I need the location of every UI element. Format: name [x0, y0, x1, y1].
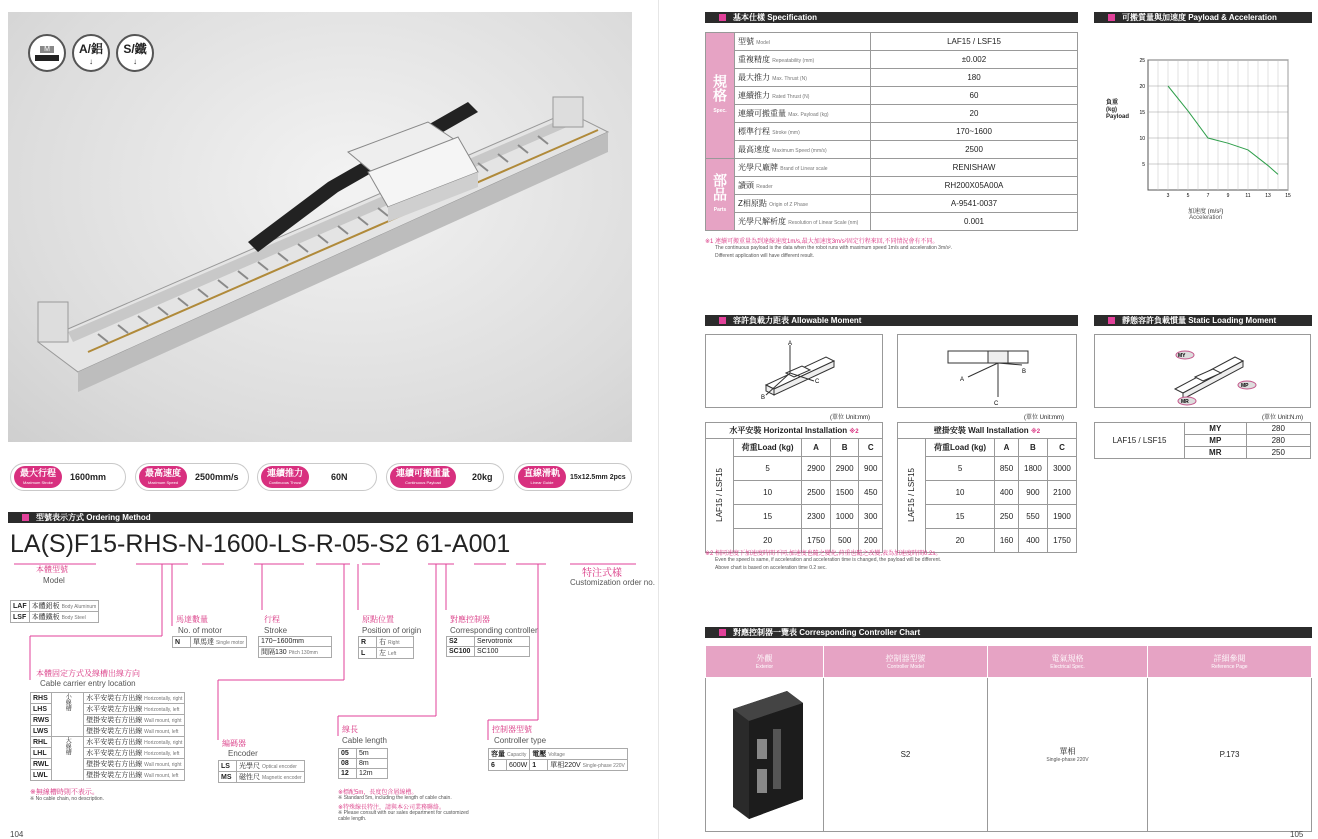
moment-unit: (單位 Unit:mm) [830, 415, 870, 421]
x-tick-label: 9 [1226, 193, 1230, 199]
table-row: 5 2900 2900 900 [706, 457, 883, 481]
x-tick-label: 5 [1186, 193, 1190, 199]
badge-payload: 連續可搬重量 Continuous Payload 20kg [386, 463, 504, 491]
controller-header: 對應控制器一覽表 Corresponding Controller Chart [705, 627, 1312, 638]
badge-thrust: 連續推力 Continuous Thrust 60N [257, 463, 377, 491]
y-tick-label: 15 [1139, 110, 1145, 116]
cable-sub: Cable carrier entry location [40, 679, 136, 688]
svg-text:B: B [761, 395, 766, 401]
motor-label: 馬達數量 [176, 615, 208, 624]
static-diagram [1094, 334, 1311, 408]
type-icons [28, 34, 154, 72]
table-row: LHS 水平安裝左方出線 Horizontally, left [31, 704, 185, 715]
encoder-label: 編碼器 [222, 739, 246, 748]
spec-note: Different application will have different result. [715, 253, 815, 259]
x-tick-label: 13 [1265, 193, 1271, 199]
svg-text:C: C [994, 401, 999, 407]
table-row: 20 1750 500 200 [706, 529, 883, 553]
moment-note: ※2 相同速度下加速度時間不同,加速度也隨之變化,荷重也隨之改變,表為加速度時間0.2s。 [705, 551, 942, 557]
table-row: 壁掛安裝 Wall Installation ※2 [898, 423, 1077, 439]
model-label: 本體型號 [36, 565, 68, 574]
ctrlmodel-sub: Controller type [494, 736, 547, 745]
svg-text:A: A [788, 341, 793, 347]
controller-table [705, 645, 1312, 832]
ctrl-label: 對應控制器 [450, 615, 490, 624]
motor-icon [28, 34, 66, 72]
cable-label: 本體固定方式及線槽出線方向 [36, 669, 140, 678]
cable-note: ※無線槽時則不表示。 [30, 789, 99, 796]
origin-label: 原點位置 [362, 615, 394, 624]
spec-table [705, 32, 1078, 231]
static-header: 靜態容許負載慣量 Static Loading Moment [1094, 315, 1312, 326]
moment-note: Even the speed is same, if acceleration and acceleration time is changed, the payload will be different. [715, 557, 942, 563]
payload-header: 可搬質量與加速度 Payload & Acceleration [1094, 12, 1312, 23]
svg-text:MP: MP [1241, 383, 1249, 389]
table-row: N 單馬達 Single motor [173, 637, 247, 648]
table-row: MS 磁性尺 Magnetic encoder [219, 772, 305, 783]
table-row: 05 5m [339, 749, 388, 759]
model-sub: Model [43, 576, 65, 585]
svg-text:A: A [960, 377, 965, 383]
moment-unit: (單位 Unit:mm) [1024, 415, 1064, 421]
stroke-sub: Stroke [264, 626, 288, 635]
page-number-right: 105 [1290, 830, 1304, 839]
table-row: 5 850 1800 3000 [898, 457, 1077, 481]
table-row: RHS 小線槽 水平安裝右方出線 Horizontally, right [31, 693, 185, 704]
origin-table [358, 636, 414, 659]
icon-label: M [40, 46, 54, 53]
x-tick-label: 3 [1166, 193, 1170, 199]
table-row: 規格 Spec. 型號 Model LAF15 / LSF15 [706, 33, 1078, 51]
table-row: LWS 壁掛安裝左方出線 Wall mount, left [31, 726, 185, 737]
table-row: 重複精度 Repeatability (mm) ±0.002 [706, 51, 1078, 69]
badge-value: 15x12.5mm 2pcs [570, 473, 626, 481]
wall-diagram [897, 334, 1077, 408]
badge-guide: 直線滑軌 Linear Guide 15x12.5mm 2pcs [514, 463, 632, 491]
x-tick-label: 7 [1206, 193, 1210, 199]
length-label: 線長 [342, 725, 358, 734]
table-row: 讀頭 Reader RH200X05A00A [706, 177, 1078, 195]
spec-note: ※1 連續可搬重量為到達線速度1m/s,最大加速度3m/s²固定行程來回,不同情況會有不同。 [705, 239, 939, 245]
payload-line-chart [1134, 56, 1294, 226]
svg-text:MY: MY [1178, 353, 1186, 359]
custom-sub: Customization order no. [570, 578, 655, 587]
ordering-code: LA(S)F15-RHS-N-1600-LS-R-05-S2 61-A001 [10, 530, 511, 558]
badge-stroke: 最大行程 Maximum Stroke 1600mm [10, 463, 126, 491]
aluminum-icon: A/鋁 ↓ [72, 34, 110, 72]
table-row: 10 2500 1500 450 [706, 481, 883, 505]
y-tick-label: 25 [1139, 58, 1145, 64]
table-row: Z相原點 Origin of Z Phase A-9541-0037 [706, 195, 1078, 213]
model-table [10, 600, 99, 623]
badge-value: 1600mm [70, 472, 107, 482]
length-note: ※ Standard 5m, including the length of cable chain. [338, 795, 452, 801]
length-note: ※標配5m，長度包含層線槽。 [338, 790, 418, 796]
table-row: LAF15 / LSF15 荷重Load (kg) A B C [706, 439, 883, 457]
table-row: 外觀 Exterior 控制器型號 Controller Model 電氣規格 Electrical Spec. 詳細參閱 Reference Page [706, 646, 1312, 678]
table-row: LAF 本體鋁板 Body Aluminum [11, 601, 99, 612]
table-row: LAF15 / LSF15 荷重Load (kg) A B C [898, 439, 1077, 457]
table-row: L 左 Left [359, 648, 414, 659]
table-row: 08 8m [339, 759, 388, 769]
table-row: MR 250 [1095, 447, 1311, 459]
linear-motor-illustration [8, 12, 632, 442]
table-row: 部品 Parts 光學尺廠牌 Brand of Linear scale RENISHAW [706, 159, 1078, 177]
table-row: 連續可搬重量 Max. Payload (kg) 20 [706, 105, 1078, 123]
moment-header: 容許負載力距表 Allowable Moment [705, 315, 1078, 326]
motor-table [172, 636, 247, 648]
table-row: 光學尺解析度 Resolution of Linear Scale (nm) 0.001 [706, 213, 1078, 231]
icon-label: S/鐵 [123, 42, 147, 56]
length-note: ※ Please consult with our sales department for customized cable length. [338, 810, 469, 822]
badge-speed: 最高速度 Maximum Speed 2500mm/s [135, 463, 249, 491]
ctrl-table [446, 636, 530, 657]
table-row: LWL 壁掛安裝左方出線 Wall mount, left [31, 770, 185, 781]
origin-sub: Position of origin [362, 626, 422, 635]
table-row: 連續推力 Rated Thrust (N) 60 [706, 87, 1078, 105]
svg-text:MR: MR [1181, 399, 1189, 405]
table-row: LS 光學尺 Optical encoder [219, 761, 305, 772]
custom-label: 特注式樣 [582, 568, 622, 579]
length-table [338, 748, 388, 779]
badge-value: 2500mm/s [195, 472, 239, 482]
table-row: 15 250 550 1900 [898, 505, 1077, 529]
table-row: RWS 壁掛安裝右方出線 Wall mount, right [31, 715, 185, 726]
table-row: LAF15 / LSF15 MY 280 [1095, 423, 1311, 435]
table-row: 10 400 900 2100 [898, 481, 1077, 505]
y-tick-label: 5 [1142, 162, 1145, 168]
table-row: MP 280 [1095, 435, 1311, 447]
stroke-label: 行程 [264, 615, 280, 624]
icon-label: A/鋁 [78, 42, 103, 56]
length-note: ※特殊線長特注，請與本公司業務聯絡。 [338, 805, 446, 811]
table-row: S2 單相 Single-phase 220V P.173 [706, 678, 1312, 832]
table-row: 間隔130 Pitch 130mm [259, 647, 332, 658]
ctrlmodel-table [488, 748, 628, 771]
badge-value: 20kg [472, 472, 493, 482]
hero-image [8, 12, 632, 442]
length-sub: Cable length [342, 736, 387, 745]
table-row: 最大推力 Max. Thrust (N) 180 [706, 69, 1078, 87]
table-row: S2 Servotronix [447, 637, 530, 647]
x-axis-label: 加速度 (m/s²) Acceleration [1188, 209, 1224, 221]
table-row: 170~1600mm [259, 637, 332, 647]
y-tick-label: 20 [1139, 84, 1145, 90]
steel-icon: S/鐵 ↓ [116, 34, 154, 72]
page-number-left: 104 [10, 830, 24, 839]
table-row: 容量 Capacity 電壓 Voltage [489, 749, 628, 760]
spec-header: 基本仕樣 Specification [705, 12, 1078, 23]
x-tick-label: 15 [1285, 193, 1291, 199]
table-row: 6 600W 1 單相220V Single-phase 220V [489, 760, 628, 771]
wall-moment-table [897, 422, 1077, 553]
y-tick-label: 10 [1139, 136, 1145, 142]
motor-sub: No. of motor [178, 626, 223, 635]
encoder-table [218, 760, 305, 783]
svg-text:B: B [1022, 369, 1027, 375]
encoder-sub: Encoder [228, 749, 258, 758]
table-row: R 右 Right [359, 637, 414, 648]
static-table [1094, 422, 1311, 459]
table-row: 水平安裝 Horizontal Installation ※2 [706, 423, 883, 439]
ctrlmodel-label: 控制器型號 [492, 725, 532, 734]
table-row: RHL 大線槽 水平安裝右方出線 Horizontally, right [31, 737, 185, 748]
y-axis-label: 負重 (kg) Payload [1106, 100, 1130, 120]
moment-note: Above chart is based on acceleration time 0.2 sec. [715, 565, 827, 571]
table-row: 標準行程 Stroke (mm) 170~1600 [706, 123, 1078, 141]
cable-note-en: ※ No cable chain, no description. [30, 796, 104, 802]
table-row: LHL 水平安裝左方出線 Horizontally, left [31, 748, 185, 759]
badge-value: 60N [331, 472, 348, 482]
cable-table [30, 692, 185, 781]
spec-note: The continuous payload is the data when the robot runs with maximum speed 1m/s and acceleration 3m/s². [715, 245, 953, 251]
controller-image [706, 678, 824, 832]
static-unit: (單位 Unit:N.m) [1262, 415, 1303, 421]
page-divider [658, 0, 659, 839]
payload-chart [1094, 30, 1312, 230]
ctrl-sub: Corresponding controller [450, 626, 538, 635]
stroke-table [258, 636, 332, 658]
horizontal-diagram [705, 334, 883, 408]
ordering-header: 型號表示方式 Ordering Method [8, 512, 633, 523]
table-row: 最高速度 Maximum Speed (mm/s) 2500 [706, 141, 1078, 159]
table-row: LSF 本體鐵板 Body Steel [11, 612, 99, 623]
table-row: SC100 SC100 [447, 647, 530, 657]
table-row: RWL 壁掛安裝右方出線 Wall mount, right [31, 759, 185, 770]
table-row: 20 160 400 1750 [898, 529, 1077, 553]
x-tick-label: 11 [1245, 193, 1251, 199]
svg-text:C: C [815, 379, 820, 385]
table-row: 12 12m [339, 769, 388, 779]
horizontal-moment-table [705, 422, 883, 553]
table-row: 15 2300 1000 300 [706, 505, 883, 529]
